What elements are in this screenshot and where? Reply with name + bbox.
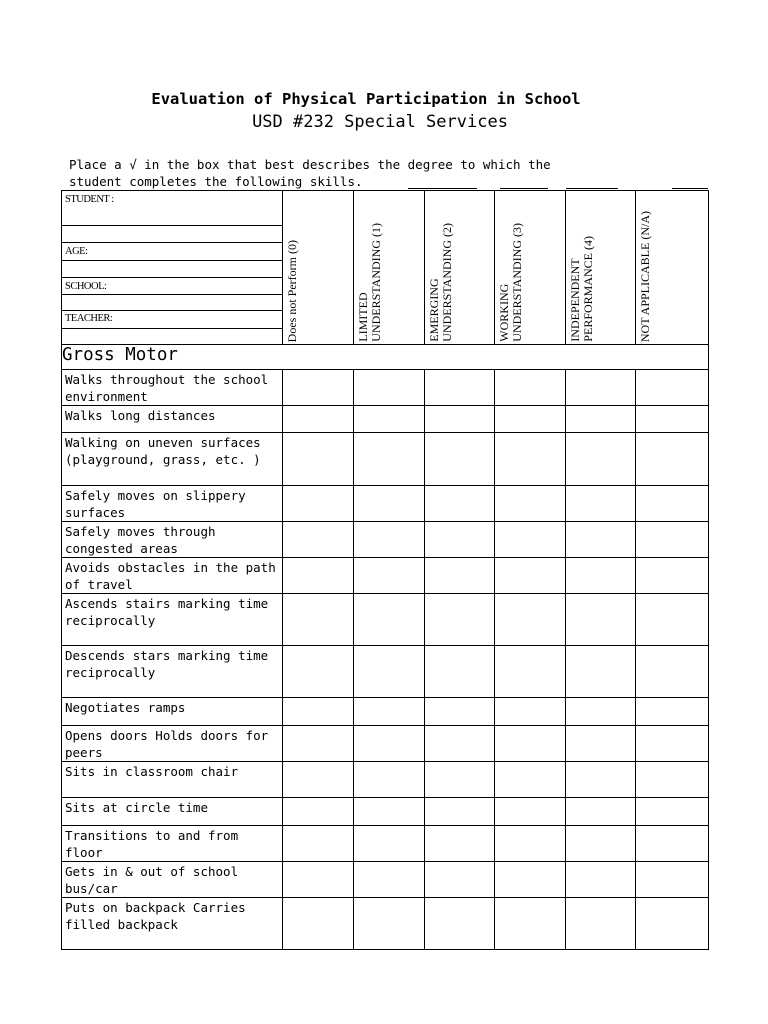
rating-checkbox-cell[interactable] (566, 522, 636, 558)
rating-checkbox-cell[interactable] (566, 558, 636, 594)
section-title: Gross Motor (62, 345, 709, 370)
rating-checkbox-cell[interactable] (283, 486, 354, 522)
rating-checkbox-cell[interactable] (495, 826, 566, 862)
rating-checkbox-cell[interactable] (354, 406, 425, 433)
rating-checkbox-cell[interactable] (283, 406, 354, 433)
rating-checkbox-cell[interactable] (495, 862, 566, 898)
rating-checkbox-cell[interactable] (425, 486, 495, 522)
rating-checkbox-cell[interactable] (354, 762, 425, 798)
rating-checkbox-cell[interactable] (566, 798, 636, 826)
table-row (62, 698, 709, 726)
rating-checkbox-cell[interactable] (283, 798, 354, 826)
rating-checkbox-cell[interactable] (283, 726, 354, 762)
column-top-rule (672, 188, 708, 189)
rating-header (636, 191, 709, 345)
skill-label: Sits in classroom chair (62, 762, 283, 798)
rating-checkbox-cell[interactable] (425, 762, 495, 798)
rating-checkbox-cell[interactable] (495, 762, 566, 798)
rating-checkbox-cell[interactable] (636, 798, 709, 826)
rating-checkbox-cell[interactable] (566, 433, 636, 486)
rating-checkbox-cell[interactable] (495, 406, 566, 433)
rating-checkbox-cell[interactable] (636, 862, 709, 898)
rating-checkbox-cell[interactable] (354, 558, 425, 594)
rating-checkbox-cell[interactable] (425, 522, 495, 558)
rating-checkbox-cell[interactable] (354, 826, 425, 862)
rating-checkbox-cell[interactable] (566, 826, 636, 862)
rating-checkbox-cell[interactable] (566, 762, 636, 798)
rating-checkbox-cell[interactable] (636, 486, 709, 522)
rating-checkbox-cell[interactable] (566, 594, 636, 646)
school-field-line[interactable] (62, 310, 282, 311)
instruction-line-2: student completes the following skills. (69, 174, 363, 189)
school-field-line[interactable] (62, 294, 282, 295)
table-row (62, 826, 709, 862)
age-field-line[interactable] (62, 277, 282, 278)
rating-checkbox-cell[interactable] (495, 798, 566, 826)
column-top-rule (566, 188, 618, 189)
skill-label: Descends stars marking time reciprocally (62, 646, 283, 698)
rating-checkbox-cell[interactable] (283, 433, 354, 486)
rating-checkbox-cell[interactable] (283, 558, 354, 594)
rating-header-label: LIMITED UNDERSTANDING (1) (356, 223, 383, 342)
age-field-line[interactable] (62, 260, 282, 261)
rating-checkbox-cell[interactable] (495, 558, 566, 594)
rating-header (425, 191, 495, 345)
skill-label: Walking on uneven surfaces (playground, grass, etc. ) (62, 433, 283, 486)
rating-header-label: EMERGING UNDERSTANDING (2) (427, 223, 454, 342)
rating-checkbox-cell[interactable] (354, 594, 425, 646)
table-row (62, 594, 709, 646)
rating-checkbox-cell[interactable] (636, 726, 709, 762)
rating-checkbox-cell[interactable] (283, 522, 354, 558)
rating-checkbox-cell[interactable] (425, 726, 495, 762)
rating-checkbox-cell[interactable] (354, 898, 425, 950)
table-row (62, 370, 709, 406)
instructions (69, 156, 689, 190)
skill-label: Puts on backpack Carries filled backpack (62, 898, 283, 950)
rating-checkbox-cell[interactable] (354, 370, 425, 406)
student-field-line[interactable] (62, 225, 282, 226)
skill-label: Safely moves through congested areas (62, 522, 283, 558)
skill-label: Ascends stairs marking time reciprocally (62, 594, 283, 646)
age-label: AGE: (65, 246, 88, 257)
student-field-line[interactable] (62, 242, 282, 243)
rating-header-label: Does not Perform (0) (285, 239, 299, 342)
evaluation-table (61, 190, 709, 950)
rating-checkbox-cell[interactable] (354, 698, 425, 726)
rating-checkbox-cell[interactable] (283, 370, 354, 406)
table-row (62, 762, 709, 798)
header-row (62, 191, 709, 345)
rating-checkbox-cell[interactable] (636, 370, 709, 406)
skill-label: Avoids obstacles in the path of travel (62, 558, 283, 594)
rating-checkbox-cell[interactable] (425, 594, 495, 646)
rating-header (566, 191, 636, 345)
form-title: Evaluation of Physical Participation in School (151, 90, 581, 108)
rating-checkbox-cell[interactable] (566, 862, 636, 898)
rating-checkbox-cell[interactable] (283, 594, 354, 646)
rating-checkbox-cell[interactable] (354, 522, 425, 558)
rating-checkbox-cell[interactable] (495, 522, 566, 558)
rating-checkbox-cell[interactable] (495, 726, 566, 762)
rating-checkbox-cell[interactable] (425, 406, 495, 433)
instruction-line-1: Place a √ in the box that best describes the degree to which the (69, 157, 551, 172)
rating-checkbox-cell[interactable] (354, 798, 425, 826)
teacher-label: TEACHER: (65, 313, 113, 324)
teacher-field-line[interactable] (62, 328, 282, 329)
rating-checkbox-cell[interactable] (425, 698, 495, 726)
rating-header (283, 191, 354, 345)
rating-checkbox-cell[interactable] (495, 646, 566, 698)
rating-checkbox-cell[interactable] (283, 862, 354, 898)
rating-checkbox-cell[interactable] (636, 762, 709, 798)
rating-checkbox-cell[interactable] (495, 594, 566, 646)
table-row (62, 798, 709, 826)
school-label: SCHOOL: (65, 281, 107, 292)
rating-checkbox-cell[interactable] (425, 646, 495, 698)
rating-checkbox-cell[interactable] (354, 646, 425, 698)
table-row (62, 646, 709, 698)
rating-checkbox-cell[interactable] (354, 486, 425, 522)
table-row (62, 406, 709, 433)
rating-checkbox-cell[interactable] (566, 698, 636, 726)
rating-checkbox-cell[interactable] (566, 646, 636, 698)
table-row (62, 486, 709, 522)
rating-checkbox-cell[interactable] (636, 594, 709, 646)
rating-checkbox-cell[interactable] (425, 433, 495, 486)
table-row (62, 898, 709, 950)
form-subtitle: USD #232 Special Services (252, 112, 508, 132)
rating-checkbox-cell[interactable] (495, 370, 566, 406)
rating-checkbox-cell[interactable] (636, 698, 709, 726)
table-row (62, 558, 709, 594)
rating-checkbox-cell[interactable] (425, 558, 495, 594)
rating-header-label: WORKING UNDERSTANDING (3) (497, 223, 524, 342)
rating-checkbox-cell[interactable] (425, 898, 495, 950)
rating-header-label: NOT APPLICABLE (N/A) (638, 210, 652, 342)
skill-label: Opens doors Holds doors for peers (62, 726, 283, 762)
rating-checkbox-cell[interactable] (636, 898, 709, 950)
student-info-block (62, 191, 283, 345)
skill-label: Gets in & out of school bus/car (62, 862, 283, 898)
skill-label: Walks long distances (62, 406, 283, 433)
rating-checkbox-cell[interactable] (636, 558, 709, 594)
table-row (62, 726, 709, 762)
table-row (62, 433, 709, 486)
rating-header-label: INDEPENDENT PERFORMANCE (4) (568, 236, 595, 342)
rating-checkbox-cell[interactable] (495, 486, 566, 522)
column-top-rule (408, 188, 477, 189)
rating-checkbox-cell[interactable] (283, 826, 354, 862)
rating-checkbox-cell[interactable] (495, 698, 566, 726)
column-top-rule (500, 188, 548, 189)
rating-checkbox-cell[interactable] (495, 898, 566, 950)
rating-checkbox-cell[interactable] (495, 433, 566, 486)
rating-header (354, 191, 425, 345)
rating-checkbox-cell[interactable] (566, 486, 636, 522)
rating-checkbox-cell[interactable] (425, 798, 495, 826)
rating-checkbox-cell[interactable] (636, 646, 709, 698)
rating-checkbox-cell[interactable] (425, 862, 495, 898)
rating-checkbox-cell[interactable] (566, 898, 636, 950)
section-row (62, 345, 709, 370)
rating-checkbox-cell[interactable] (636, 406, 709, 433)
skill-label: Negotiates ramps (62, 698, 283, 726)
rating-checkbox-cell[interactable] (283, 646, 354, 698)
table-row (62, 522, 709, 558)
rating-checkbox-cell[interactable] (636, 433, 709, 486)
rating-checkbox-cell[interactable] (425, 826, 495, 862)
rating-checkbox-cell[interactable] (283, 698, 354, 726)
rating-checkbox-cell[interactable] (354, 726, 425, 762)
rating-checkbox-cell[interactable] (566, 406, 636, 433)
rating-checkbox-cell[interactable] (425, 370, 495, 406)
rating-checkbox-cell[interactable] (566, 370, 636, 406)
rating-checkbox-cell[interactable] (283, 762, 354, 798)
rating-checkbox-cell[interactable] (636, 522, 709, 558)
rating-header (495, 191, 566, 345)
rating-checkbox-cell[interactable] (354, 433, 425, 486)
skill-label: Safely moves on slippery surfaces (62, 486, 283, 522)
table-row (62, 862, 709, 898)
skill-label: Walks throughout the school environment (62, 370, 283, 406)
skill-label: Sits at circle time (62, 798, 283, 826)
rating-checkbox-cell[interactable] (354, 862, 425, 898)
rating-checkbox-cell[interactable] (283, 898, 354, 950)
skill-label: Transitions to and from floor (62, 826, 283, 862)
student-label: STUDENT : (65, 194, 114, 205)
rating-checkbox-cell[interactable] (636, 826, 709, 862)
rating-checkbox-cell[interactable] (566, 726, 636, 762)
